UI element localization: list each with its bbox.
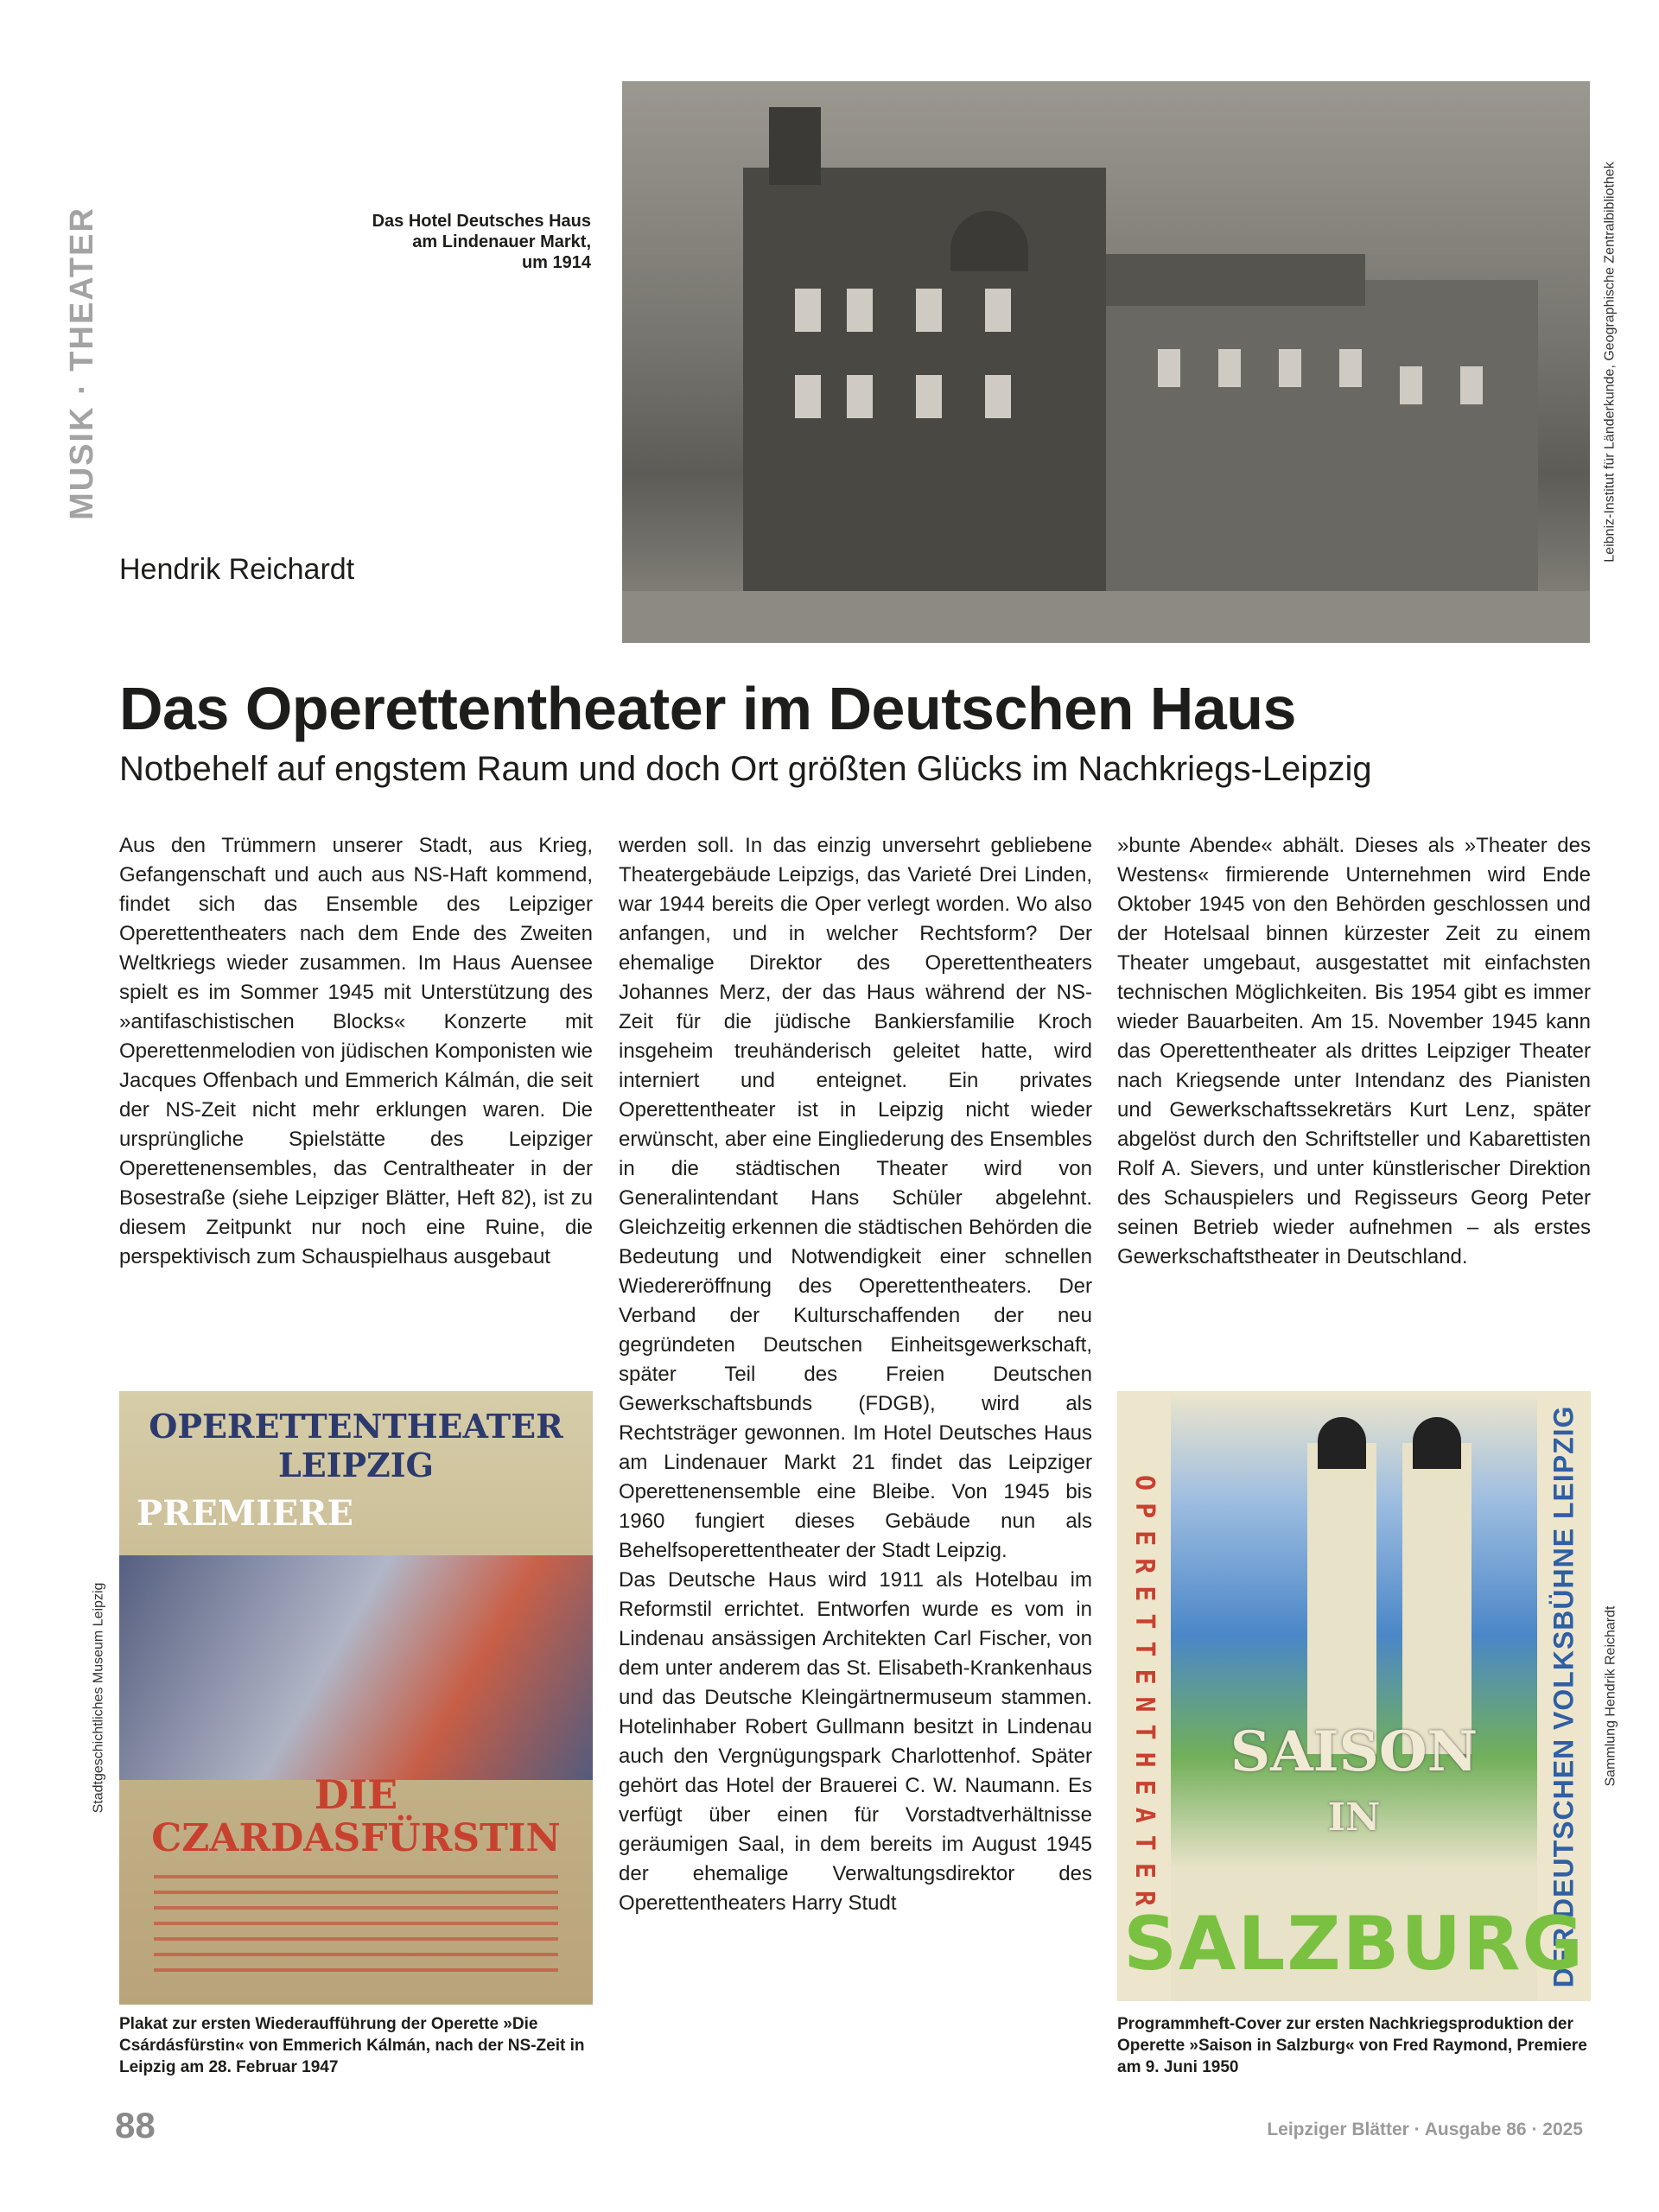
section-label [52, 207, 112, 518]
paragraph: werden soll. In das einzig unversehrt gebliebene Theatergebäude Leipzigs, das Varieté Drei Linden, war 1944 bereits die Oper verlegt worden. Wo also anfangen, und in welcher Rechtsform? Der ehemalige Direktor des Operettentheaters Johannes Merz, der das Haus während der NS-Zeit für die jüdische Bankiersfamilie Kroch insgeheim treuhänderisch geleitet hatte, wird interniert und enteignet. Ein privates Operettentheater ist in Leipzig nicht wieder erwünscht, aber eine Eingliederung des Ensembles in die städtischen Theater wird von Generalintendant Hans Schüler abgelehnt. Gleichzeitig erkennen die städtischen Behörden die Bedeutung und Notwendigkeit einer schnellen Wiedereröffnung des Operettentheaters. Der Verband der Kulturschaffenden der neu gegründeten Deutschen Einheitsgewerkschaft, später Teil des Freien Deutschen Gewerkschaftsbunds (FDGB), wird als Rechtsträger gewonnen. Im Hotel Deutsches Haus am Lindenauer Markt 21 findet das Leipziger Operettenensemble eine Bleibe. Von 1945 bis 1960 fungiert dieses Gebäude nun als Behelfsoperettentheater der Stadt Leipzig. [619, 834, 1092, 1562]
poster-credit-text: Stadtgeschichtliches Museum Leipzig [91, 1582, 105, 1814]
poster-title: OPERETTENTHEATER LEIPZIG [149, 1407, 563, 1484]
programme-cover [1117, 1391, 1591, 2001]
poster-play-line-2: CZARDASFÜRSTIN [151, 1816, 561, 1860]
headline: Das Operettentheater im Deutschen Haus [119, 675, 1296, 742]
cover-credit [1593, 1391, 1628, 2001]
poster-credit [81, 1391, 116, 2005]
top-photo-caption [259, 211, 591, 273]
cover-vertical-right: DER DEUTSCHEN VOLKSBÜHNE LEIPZIG [1548, 1405, 1580, 1987]
cover-saison: SAISON [1230, 1719, 1478, 1784]
top-caption-line: um 1914 [521, 253, 591, 272]
paragraph: »bunte Abende« abhält. Dieses als »Theater des Westens« firmierende Unternehmen wird Ende Oktober 1945 von den Behörden geschlossen und der Hotelsaal binnen kürzester Zeit zu einem Theater umgebaut, ausgestattet mit einfachsten technischen Möglichkeiten. Bis 1954 gibt es immer wieder Bauarbeiten. Am 15. November 1945 kann das Operettentheater als drittes Leipziger Theater nach Kriegsende unter Intendanz des Pianisten und Gewerkschaftssekretärs Kurt Lenz, später abgelöst durch den Schriftsteller und Kabarettisten Rolf A. Sievers, und unter künstlerischer Direktion des Schauspielers und Regisseurs Georg Peter seinen Betrieb wieder aufnehmen – als erstes Gewerkschaftstheater in Deutschland. [1117, 834, 1591, 1268]
top-caption-line: Das Hotel Deutsches Haus [372, 212, 591, 231]
cover-caption: Programmheft-Cover zur ersten Nachkriegsproduktion der Operette »Saison in Salzburg« von Fred Raymond, Premiere am 9. Juni 1950 [1117, 2015, 1587, 2076]
poster-play-line-1: DIE [314, 1771, 398, 1818]
top-photo-credit [1593, 81, 1628, 643]
cover-credit-text: Sammlung Hendrik Reichardt [1603, 1605, 1618, 1787]
cover-salzburg: SALZBURG [1123, 1901, 1585, 1987]
paragraph: Das Deutsche Haus wird 1911 als Hotelbau im Reformstil errichtet. Entworfen wurde es vom in Lindenau ansässigen Architekten Carl Fischer, von dem unter anderem das St. Elisabeth-Krankenhaus und das Deutsche Kleingärtnermuseum stammen. Hotelinhaber Robert Gullmann besitzt in Lindenau auch den Vergnügungspark Charlottenhof. Später gehört das Hotel der Brauerei C. W. Naumann. Es verfügt über einen für Vorstadtverhältnisse geräumigen Saal, in dem bereits im August 1945 der ehemalige Verwaltungsdirektor des Operettentheaters Harry Studt [619, 1568, 1092, 1915]
poster-premiere: PREMIERE [137, 1493, 354, 1534]
column-1 [119, 831, 593, 1272]
page-number: 88 [115, 2105, 156, 2145]
column-3 [1117, 831, 1591, 1272]
author: Hendrik Reichardt [119, 553, 355, 586]
journal-footer: Leipziger Blätter · Ausgabe 86 · 2025 [1267, 2120, 1583, 2139]
operetta-poster [119, 1391, 593, 2005]
hotel-photo [622, 81, 1590, 643]
cover-vertical-left: OPERETTENTHEATER [1128, 1474, 1160, 1918]
top-caption-line: am Lindenauer Markt, [412, 232, 591, 251]
subheadline: Notbehelf auf engstem Raum und doch Ort größten Glücks im Nachkriegs-Leipzig [119, 750, 1372, 788]
column-2 [619, 831, 1092, 1918]
poster-caption: Plakat zur ersten Wiederaufführung der Operette »Die Csárdásfürstin« von Emmerich Kálmán, nach der NS-Zeit in Leipzig am 28. Februar 1947 [119, 2015, 585, 2076]
cover-in: IN [1327, 1796, 1381, 1840]
paragraph: Aus den Trümmern unserer Stadt, aus Krieg, Gefangenschaft und auch aus NS-Haft kommend, findet sich das Ensemble des Leipziger Operettentheaters nach dem Ende des Zweiten Weltkriegs wieder zusammen. Im Haus Auensee spielt es im Sommer 1945 mit Unterstützung des »antifaschistischen Blocks« Konzerte mit Operettenmelodien von jüdischen Komponisten wie Jacques Offenbach und Emmerich Kálmán, die seit der NS-Zeit nicht mehr erklungen waren. Die ursprüngliche Spielstätte des Leipziger Operettenensembles, das Centraltheater in der Bosestraße (siehe Leipziger Blätter, Heft 82), ist zu diesem Zeitpunkt nur noch eine Ruine, die perspektivisch zum Schauspielhaus ausgebaut [119, 834, 593, 1268]
top-photo-credit-text: Leibniz-Institut für Länderkunde, Geographische Zentralbibliothek [1603, 162, 1618, 563]
section-label-text: MUSIK · THEATER [63, 206, 100, 520]
